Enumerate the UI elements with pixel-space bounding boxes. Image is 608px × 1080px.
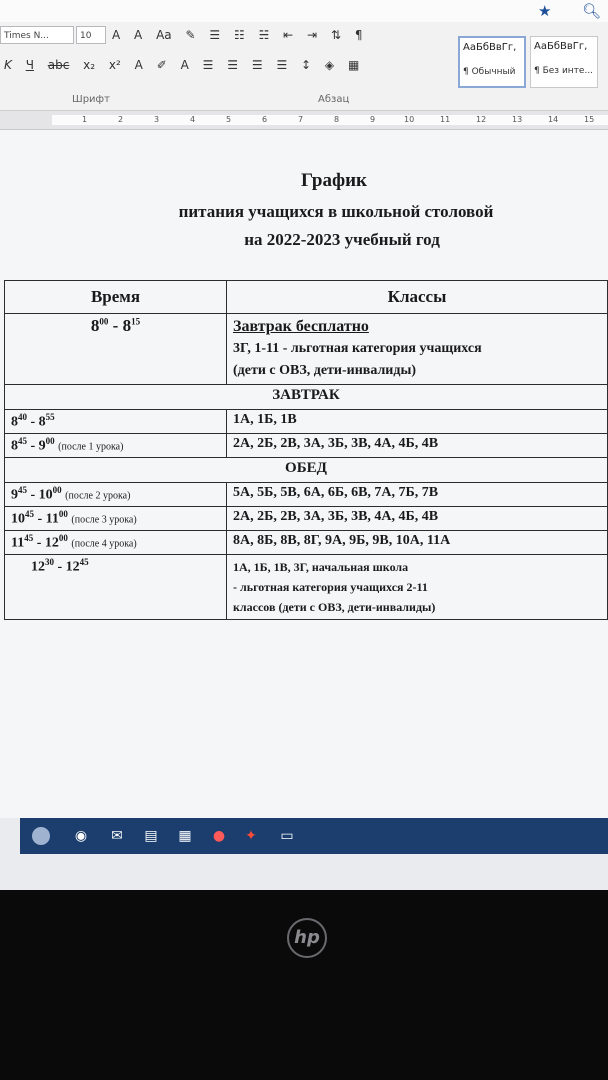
shrink-font-icon[interactable]: A [134, 28, 143, 42]
ruler-number: 9 [370, 115, 376, 124]
free-breakfast-title: Завтрак бесплатно [233, 318, 369, 335]
line-spacing-icon[interactable]: ↕ [301, 58, 312, 72]
group-label-font: Шрифт [72, 94, 110, 105]
ruler-number: 7 [298, 115, 304, 124]
row-classes [227, 555, 608, 620]
style-normal[interactable] [458, 36, 526, 88]
t1-min: 45 [18, 485, 27, 495]
t2-min: 00 [58, 533, 68, 543]
align-left-icon[interactable]: ☰ [202, 58, 214, 72]
shading-icon[interactable]: ◈ [324, 58, 335, 72]
group-label-paragraph: Абзац [318, 94, 350, 105]
ruler-number: 12 [476, 115, 487, 124]
ruler-number: 8 [334, 115, 340, 124]
free-breakfast-time: $8^{00} - 8^{15}$ [5, 314, 227, 385]
classes-line: 1А, 1Б, 1В, 3Г, начальная школа [233, 560, 409, 574]
store-icon[interactable]: ▦ [178, 828, 192, 844]
ruler-number: 1 [82, 115, 88, 124]
horizontal-ruler[interactable] [0, 111, 608, 130]
underline-icon[interactable]: Ч [25, 58, 34, 72]
superscript-icon[interactable]: x² [108, 58, 121, 72]
ruler-number: 2 [118, 115, 124, 124]
case-icon[interactable]: Aa [156, 28, 172, 42]
table-header-row [5, 281, 608, 314]
row-time: $9^{45} - 10^{00}$ (после 2 урока) [5, 483, 227, 507]
t1-min: 45 [25, 509, 34, 519]
ruler-number: 13 [512, 115, 523, 124]
ribbon [0, 22, 608, 111]
search-icon[interactable]: 🔍︎ [582, 2, 602, 20]
t2: 12 [44, 535, 59, 551]
grow-font-icon[interactable]: A [112, 28, 121, 42]
t1-min: 40 [18, 412, 27, 422]
time-start-min: 00 [99, 316, 109, 327]
t2-min: 45 [79, 557, 89, 567]
ruler-number: 4 [190, 115, 196, 124]
t2-min: 00 [58, 509, 68, 519]
t1: 11 [11, 535, 25, 551]
row-classes: 2А, 2Б, 2В, 3А, 3Б, 3В, 4А, 4Б, 4В [227, 507, 608, 531]
row-time: $8^{45} - 9^{00}$ (после 1 урока) [5, 434, 227, 458]
subscript-icon[interactable]: x₂ [83, 58, 96, 72]
style-no-spacing[interactable] [530, 36, 598, 88]
t1-min: 45 [18, 436, 27, 446]
doc-subtitle: питания учащихся в школьной столовой [178, 202, 494, 221]
ribbon-row-bottom [4, 58, 369, 80]
taskbar [20, 818, 608, 854]
indent-decrease-icon[interactable]: ⇤ [283, 28, 294, 42]
style-sample: АаБбВвГг, [534, 41, 588, 52]
free-breakfast-classes [227, 314, 608, 385]
time-start: 8 [90, 316, 100, 335]
ruler-number: 14 [548, 115, 559, 124]
ruler-number: 5 [226, 115, 232, 124]
table-row [5, 555, 608, 620]
section-lunch-row [5, 458, 608, 483]
t1: 8 [11, 438, 18, 454]
clear-format-icon[interactable]: ✎ [185, 28, 196, 42]
time-end-min: 15 [131, 316, 141, 327]
table-row [5, 434, 608, 458]
free-breakfast-line: (дети с ОВЗ, дети-инвалиды) [233, 363, 417, 378]
highlight-icon[interactable]: ✐ [156, 58, 167, 72]
section-breakfast-row [5, 385, 608, 410]
numbering-icon[interactable]: ☷ [233, 28, 245, 42]
ruler-number: 10 [404, 115, 415, 124]
hp-logo: hp [287, 918, 327, 958]
time-end: 8 [122, 316, 132, 335]
t1-min: 30 [45, 557, 54, 567]
classes-line: классов (дети с ОВЗ, дети-инвалиды) [233, 600, 436, 614]
document-page[interactable] [0, 130, 608, 818]
table-row [5, 483, 608, 507]
t1: 9 [11, 487, 18, 503]
row-note: (после 1 урока) [58, 441, 124, 453]
t1: 12 [31, 559, 45, 575]
ruler-track [52, 115, 608, 125]
classes-line: - льготная категория учащихся 2-11 [233, 580, 428, 594]
header-time: Время [5, 281, 227, 314]
doc-title: График [301, 170, 367, 191]
row-note: (после 3 урока) [71, 514, 137, 526]
style-name: ¶ Обычный [463, 67, 516, 77]
align-right-icon[interactable]: ☰ [251, 58, 263, 72]
row-time: $10^{45} - 11^{00}$ (после 3 урока) [5, 507, 227, 531]
style-sample: АаБбВвГг, [463, 42, 517, 53]
schedule-table [4, 280, 608, 620]
font-color-icon[interactable]: A [180, 58, 189, 72]
row-note: (после 2 урока) [65, 490, 131, 502]
t2: 12 [65, 559, 80, 575]
window-titlebar [0, 0, 608, 23]
t2-min: 00 [45, 436, 55, 446]
row-classes: 5А, 5Б, 5В, 6А, 6Б, 6В, 7А, 7Б, 7В [227, 483, 608, 507]
align-center-icon[interactable]: ☰ [227, 58, 239, 72]
t2: 9 [38, 438, 46, 454]
chrome-icon[interactable]: ◉ [74, 828, 88, 844]
t2-min: 00 [52, 485, 62, 495]
row-time: $8^{40} - 8^{55}$ [5, 410, 227, 434]
pdf-icon[interactable]: ✦ [245, 828, 257, 844]
t1: 8 [11, 414, 18, 430]
free-breakfast-line: 3Г, 1-11 - льготная категория учащихся [233, 341, 482, 356]
justify-icon[interactable]: ☰ [276, 58, 288, 72]
font-name-box[interactable]: Times N... [0, 26, 74, 44]
yandex-icon[interactable]: ● [212, 828, 226, 844]
ribbon-row-top [112, 28, 372, 50]
font-size-box[interactable]: 10 [76, 26, 106, 44]
header-classes: Классы [227, 281, 608, 314]
doc-year: на 2022-2023 учебный год [244, 230, 440, 249]
section-lunch: ОБЕД [5, 458, 608, 483]
borders-icon[interactable]: ▦ [347, 58, 360, 72]
mail-icon[interactable]: ✉ [111, 828, 123, 844]
italic-icon[interactable]: K [4, 58, 12, 72]
multilevel-icon[interactable]: ☵ [258, 28, 270, 42]
ruler-number: 3 [154, 115, 160, 124]
t2: 8 [38, 414, 46, 430]
start-icon[interactable] [32, 827, 50, 845]
word-icon[interactable]: ▤ [144, 828, 158, 844]
sort-icon[interactable]: ⇅ [330, 28, 341, 42]
row-time: $12^{30} - 12^{45}$ [5, 555, 227, 620]
pilcrow-icon[interactable]: ¶ [354, 28, 363, 42]
section-breakfast: ЗАВТРАК [5, 385, 608, 410]
table-row [5, 507, 608, 531]
table-row [5, 531, 608, 555]
indent-increase-icon[interactable]: ⇥ [307, 28, 318, 42]
row-time: $11^{45} - 12^{00}$ (после 4 урока) [5, 531, 227, 555]
t2: 10 [38, 487, 53, 503]
row-classes: 1А, 1Б, 1В [227, 410, 608, 434]
explorer-icon[interactable]: ▭ [280, 828, 294, 844]
style-name: ¶ Без инте... [534, 66, 594, 76]
ruler-number: 11 [440, 115, 451, 124]
t1-min: 45 [24, 533, 34, 543]
free-breakfast-row [5, 314, 608, 385]
ruler-number: 6 [262, 115, 268, 124]
row-classes: 8А, 8Б, 8В, 8Г, 9А, 9Б, 9В, 10А, 11А [227, 531, 608, 555]
table-row [5, 410, 608, 434]
star-icon[interactable]: ★ [538, 2, 552, 20]
ruler-number: 15 [584, 115, 595, 124]
t2: 11 [45, 511, 59, 527]
strikethrough-icon[interactable]: abc [47, 58, 70, 72]
t1: 10 [11, 511, 25, 527]
t2-min: 55 [45, 412, 55, 422]
row-note: (после 4 урока) [71, 538, 137, 550]
bullets-icon[interactable]: ☰ [209, 28, 221, 42]
row-classes: 2А, 2Б, 2В, 3А, 3Б, 3В, 4А, 4Б, 4В [227, 434, 608, 458]
text-effects-icon[interactable]: A [134, 58, 143, 72]
